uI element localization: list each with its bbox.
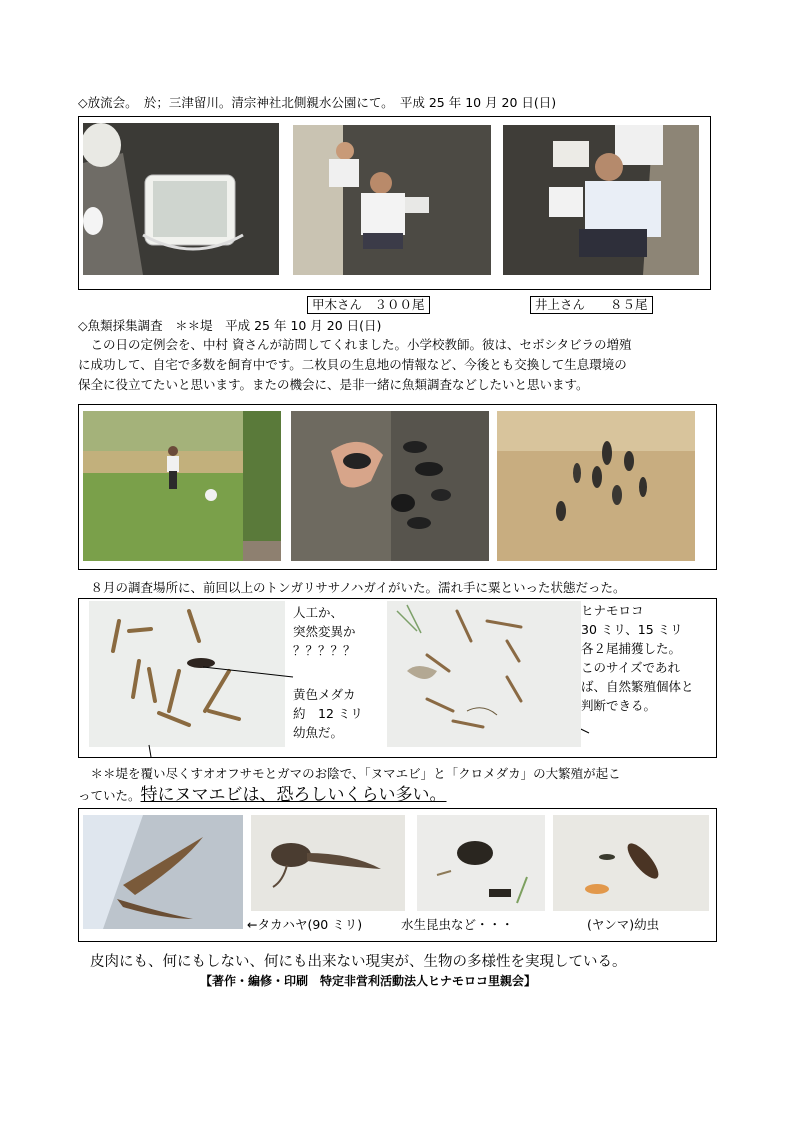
caption-aquatic-insects: 水生昆虫など・・・	[401, 917, 514, 932]
section-header-survey: ◇魚類採集調査 ＊＊堤 平成 25 年 10 月 20 日(日)	[78, 318, 382, 333]
photo-field-survey	[83, 411, 281, 561]
photo-dragonfly-larva	[553, 815, 709, 911]
note-mutation-question: 人工か、 突然変異か ？？？？？	[293, 605, 356, 658]
photo-frame-release	[78, 116, 711, 290]
note-hinamoroko-catch: ヒナモロコ 30 ミリ、15 ミリ 各２尾捕獲した。 このサイズであれ ば、自然繁殖個体と 判断できる。	[581, 603, 694, 713]
pond-paragraph-line2-lead: っていた。	[78, 788, 141, 803]
photo-aquatic-insects	[417, 815, 545, 911]
caption-dragonfly-larva: (ヤンマ)幼虫	[587, 917, 660, 932]
publisher-credit: 【著作・編修・印刷 特定非営利活動法人ヒナモロコ里親会】	[200, 974, 537, 988]
survey-paragraph-line2: に成功して、自宅で多数を飼育中です。二枚貝の生息地の情報など、今後とも交換して生息環境の	[78, 357, 627, 372]
photo-inoue-releasing	[503, 125, 699, 275]
photo-frame-survey	[78, 404, 717, 570]
photo-tadpole	[251, 815, 405, 911]
photo-koki-releasing	[293, 125, 491, 275]
photo-mussels-in-shallow-water	[497, 411, 695, 561]
pond-paragraph-line2	[78, 780, 447, 805]
pond-paragraph-emphasis: 特にヌマエビは、恐ろしいくらい多い。	[140, 785, 447, 805]
caption-takahaya: ←タカハヤ(90 ミリ)	[247, 917, 363, 932]
note-yellow-medaka: 黄色メダカ 約 12 ミリ 幼魚だ。	[293, 687, 363, 740]
caption-inoue: 井上さん ８５尾	[530, 296, 653, 314]
photo-frame-fish-trays	[78, 598, 717, 758]
closing-statement: 皮肉にも、何にもしない、何にも出来ない現実が、生物の多様性を実現している。	[90, 954, 627, 970]
photo-takahaya	[83, 815, 243, 929]
survey-paragraph-line3: 保全に役立てたいと思います。またの機会に、是非一緒に魚類調査などしたいと思います。	[78, 377, 589, 392]
pond-paragraph-line1: ＊＊堤を覆い尽くすオオフサモとガマのお陰で、「ヌマエビ」と「クロメダカ」の大繁殖が起こ	[78, 766, 621, 781]
caption-koki: 甲木さん ３００尾	[307, 296, 430, 314]
survey-paragraph-line1: この日の定例会を、中村 資さんが訪問してくれました。小学校教師。彼は、セボシタビラの増殖	[78, 337, 632, 352]
section-header-release: ◇放流会。 於；三津留川。清宗神社北側親水公園にて。 平成 25 年 10 月 20 日(日)	[78, 95, 557, 110]
photo-frame-pond-creatures	[78, 808, 717, 942]
photo-freshwater-mussels	[291, 411, 489, 561]
august-survey-note: ８月の調査場所に、前回以上のトンガリササノハガイがいた。濡れ手に粟といった状態だった。	[78, 580, 626, 595]
photo-bucket-of-fry	[83, 123, 279, 275]
photo-hinamoroko-tray	[387, 601, 581, 747]
